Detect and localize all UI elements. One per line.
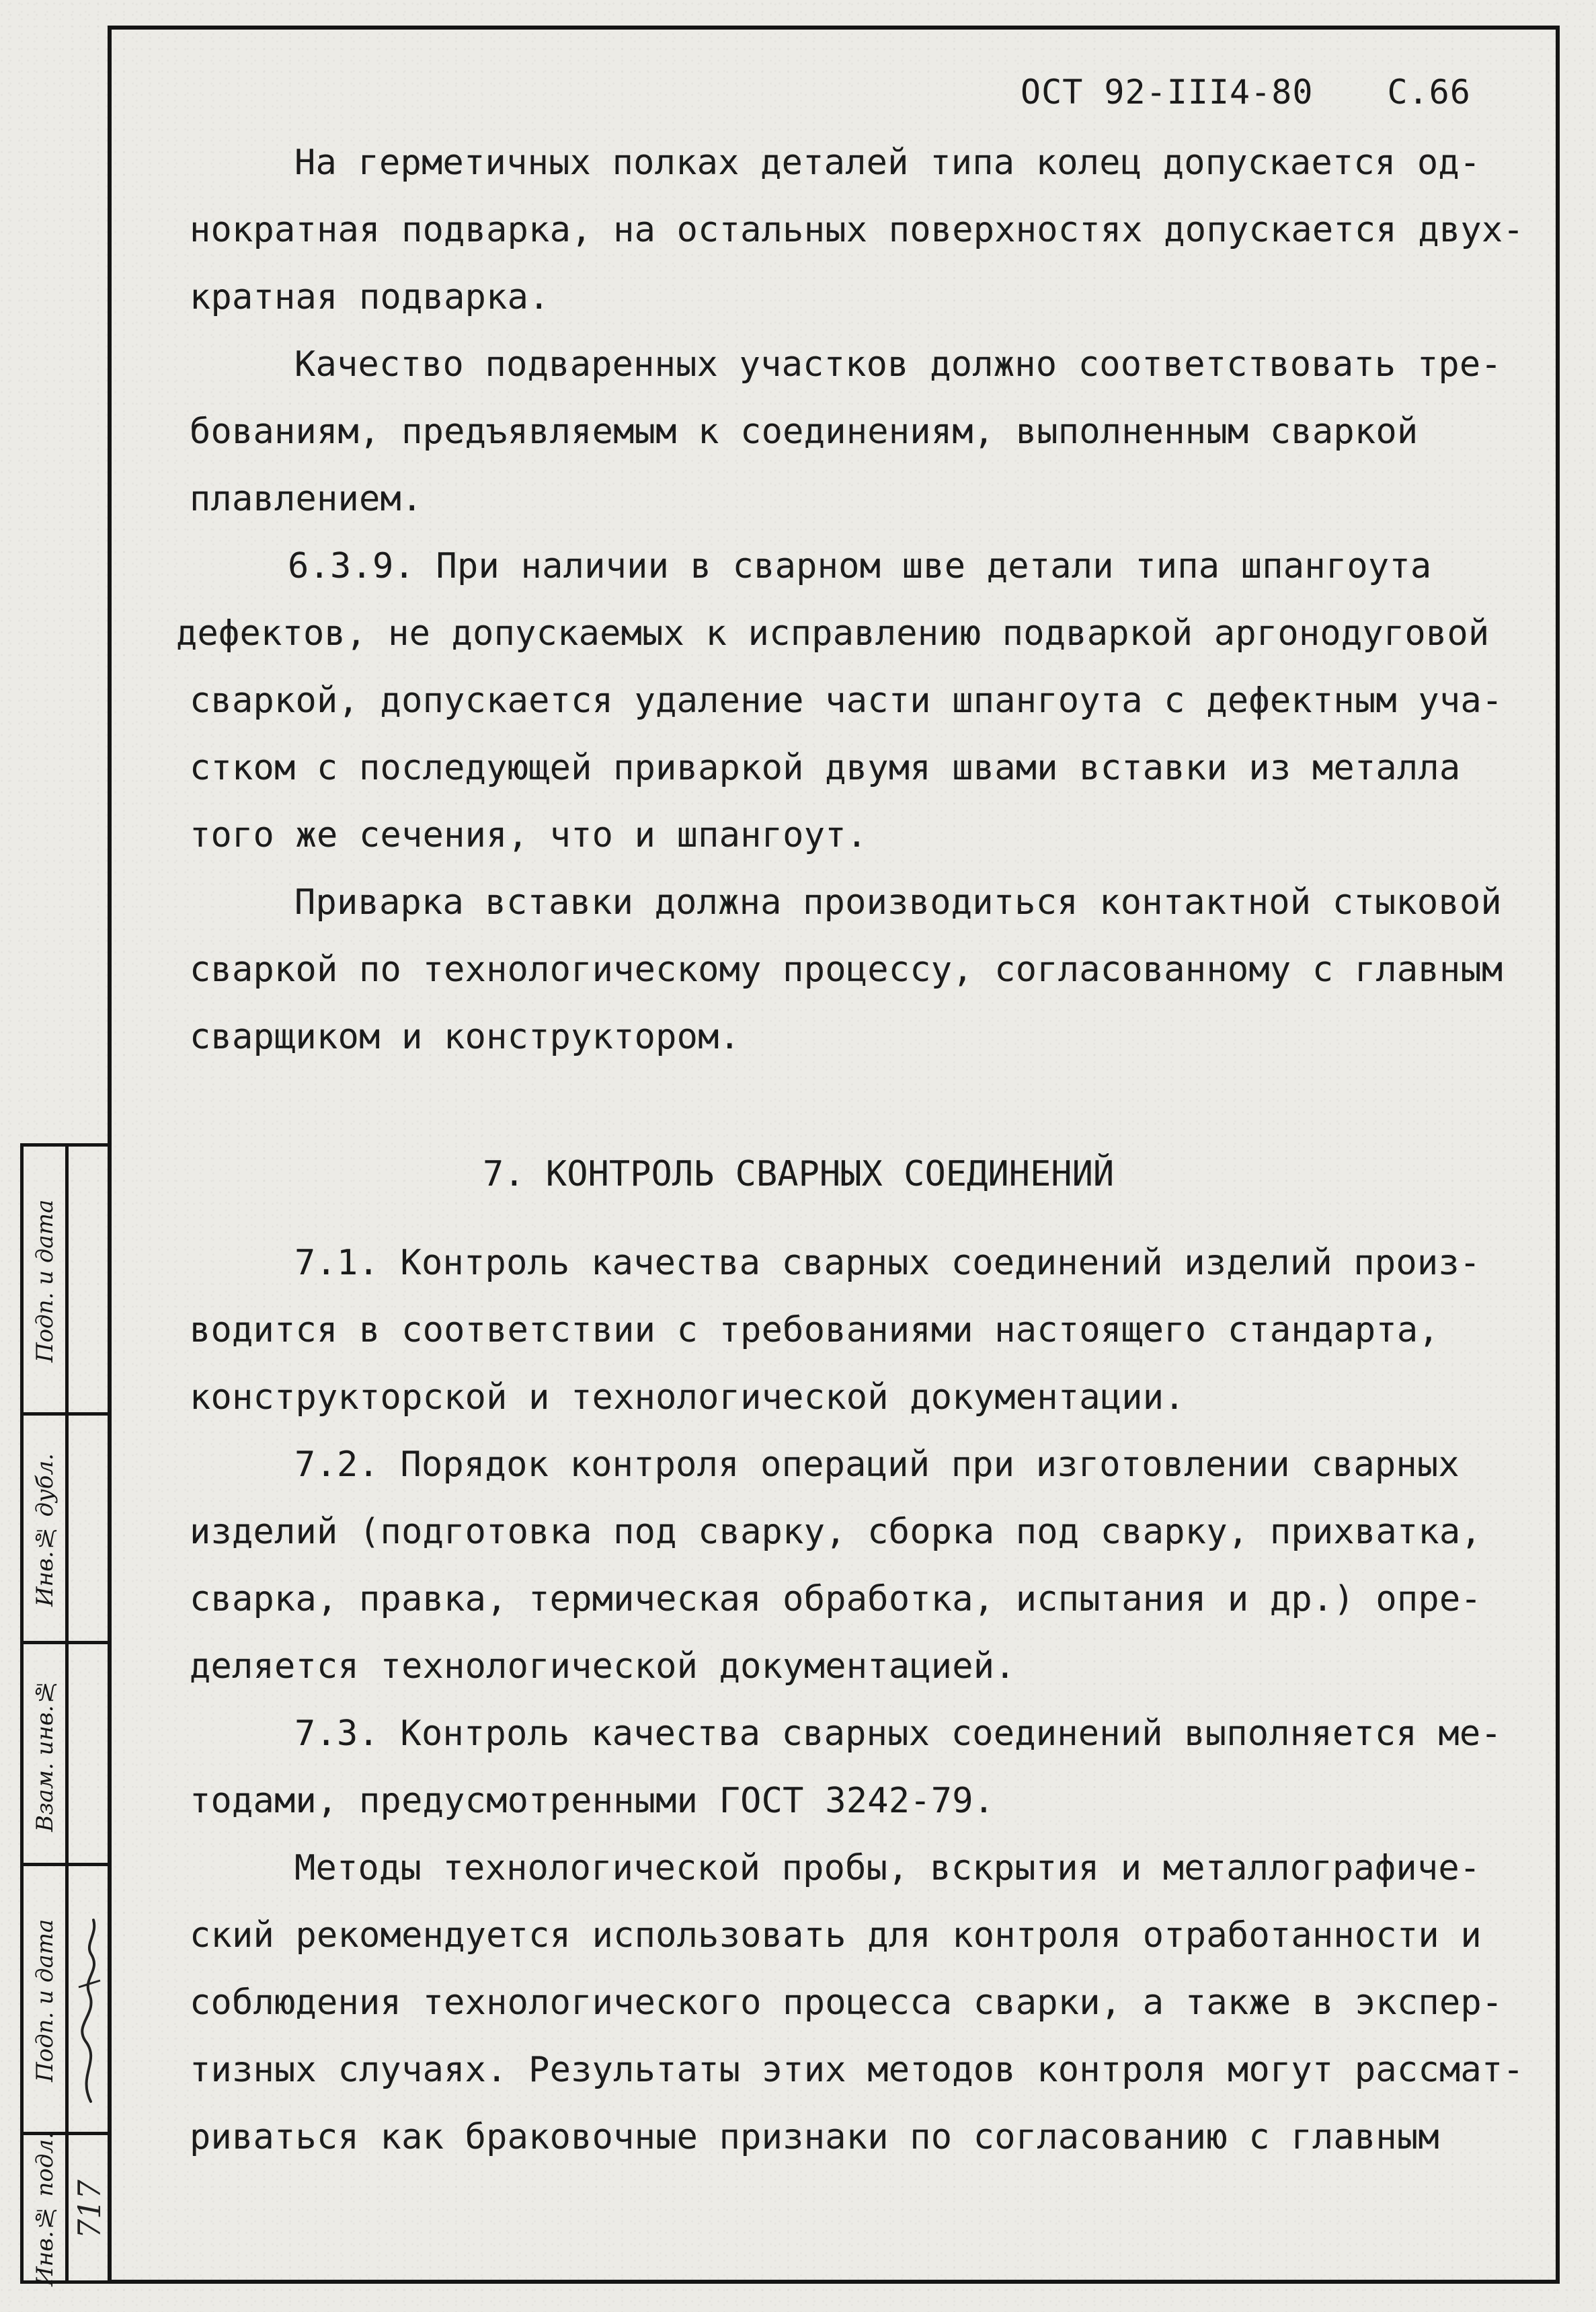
text-line: тизных случаях. Результаты этих методов контроля могут рассмат-	[190, 2050, 1524, 2090]
side-stamp-label: Инв.№ дубл.	[32, 1453, 58, 1607]
signature	[71, 1906, 108, 2108]
section-heading: 7. КОНТРОЛЬ СВАРНЫХ СОЕДИНЕНИЙ	[483, 1154, 1115, 1194]
text-line: сварка, правка, термическая обработка, испытания и др.) опре-	[190, 1579, 1482, 1619]
text-line: плавлением.	[190, 479, 423, 519]
text-line: нократная подварка, на остальных поверхностях допускается двух-	[190, 210, 1524, 250]
text-line: дефектов, не допускаемых к исправлению подваркой аргонодуговой	[176, 613, 1490, 654]
text-line: конструкторской и технологической документации.	[190, 1377, 1185, 1418]
text-line: кратная подварка.	[190, 277, 550, 317]
text-line: сваркой, допускается удаление части шпангоута с дефектным уча-	[190, 681, 1503, 721]
side-stamp-label: Подп. и дата	[32, 1199, 58, 1363]
text-line: изделий (подготовка под сварку, сборка под сварку, прихватка,	[190, 1512, 1482, 1552]
text-line: Качество подваренных участков должно соответствовать тре-	[294, 344, 1502, 385]
text-line: 7.1. Контроль качества сварных соединений изделий произ-	[294, 1243, 1481, 1283]
inventory-number: 717	[71, 2180, 108, 2239]
text-line: 7.2. Порядок контроля операций при изготовлении сварных	[294, 1444, 1460, 1485]
side-stamp-table	[20, 1143, 112, 2287]
text-line: того же сечения, что и шпангоут.	[190, 815, 868, 855]
text-line: 6.3.9. При наличии в сварном шве детали типа шпангоута	[288, 546, 1432, 586]
text-line: Методы технологической пробы, вскрытия и металлографиче-	[294, 1848, 1481, 1888]
text-line: бованиям, предъявляемым к соединениям, выполненным сваркой	[190, 412, 1419, 452]
text-line: 7.3. Контроль качества сварных соединений выполняется ме-	[294, 1713, 1502, 1754]
text-line: стком с последующей приваркой двумя швами вставки из металла	[190, 748, 1461, 788]
text-line: На герметичных полках деталей типа колец допускается од-	[294, 143, 1481, 183]
side-stamp-label: Подп. и дата	[32, 1919, 58, 2083]
document-code: ОСТ 92-III4-80	[1021, 73, 1314, 112]
text-line: риваться как браковочные признаки по согласованию с главным	[190, 2117, 1439, 2157]
text-line: ский рекомендуется использовать для контроля отработанности и	[190, 1915, 1482, 1956]
text-line: соблюдения технологического процесса сварки, а также в экспер-	[190, 1982, 1503, 2023]
text-line: водится в соответствии с требованиями настоящего стандарта,	[190, 1310, 1439, 1350]
page-header	[1021, 73, 1471, 112]
page-number: С.66	[1387, 73, 1471, 112]
text-line: деляется технологической документацией.	[190, 1646, 1016, 1687]
text-line: Приварка вставки должна производиться контактной стыковой	[294, 882, 1502, 923]
text-line: тодами, предусмотренными ГОСТ 3242-79.	[190, 1781, 995, 1821]
text-line: сваркой по технологическому процессу, согласованному с главным	[190, 950, 1503, 990]
side-stamp-label: Взам. инв.№	[32, 1678, 58, 1833]
side-stamp-label: Инв.№ подл.	[32, 2132, 58, 2287]
text-line: сварщиком и конструктором.	[190, 1017, 741, 1057]
